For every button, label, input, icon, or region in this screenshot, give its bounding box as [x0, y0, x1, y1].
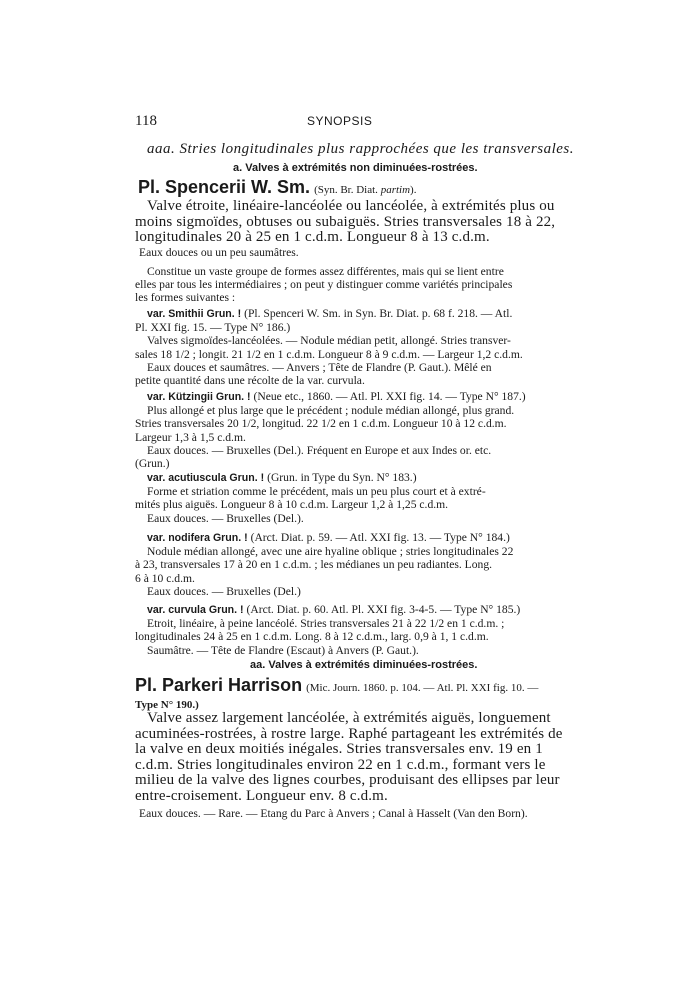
description-line: Valve assez largement lancéolée, à extrémités aiguës, longuement [147, 711, 551, 726]
ref-italic: partim [380, 184, 411, 196]
running-title: SYNOPSIS [307, 114, 373, 128]
variety-nodifera [135, 531, 563, 598]
body-line: (Grun.) [135, 457, 170, 471]
variety-reference-line [135, 603, 563, 617]
variety-reference-line [135, 531, 563, 545]
variety-smithii [135, 307, 563, 387]
note-line: Constitue un vaste groupe de formes assez différentes, mais qui se lient entre [147, 265, 504, 278]
body-line: Stries transversales 20 1/2, longitud. 22 1/2 en 1 c.d.m. Longueur 10 à 12 c.d.m. [135, 417, 507, 431]
ref-suffix: ). [410, 184, 417, 196]
body-line: petite quantité dans une récolte de la var. curvula. [135, 374, 365, 388]
body-line: mités plus aiguës. Longueur 8 à 10 c.d.m. Largeur 1,2 à 1,25 c.d.m. [135, 498, 449, 512]
species-heading-2 [135, 675, 563, 712]
variety-ref: (Neue etc., 1860. — Atl. Pl. XXI fig. 14. — Type N° 187.) [253, 390, 526, 403]
variety-name: var. Smithii Grun. ! [147, 308, 242, 320]
body-line: Forme et striation comme le précédent, mais un peu plus court et à extré- [147, 485, 486, 499]
description-line: entre-croisement. Longueur env. 8 c.d.m. [135, 788, 388, 804]
variety-name: var. acutiuscula Grun. ! [147, 472, 265, 484]
body-line: longitudinales 24 à 25 en 1 c.d.m. Long. 8 à 12 c.d.m., larg. 0,9 à 1, 1 c.d.m. [135, 630, 489, 644]
species-description-2 [135, 711, 563, 805]
species-habitat: Eaux douces. — Rare. — Etang du Parc à Anvers ; Canal à Hasselt (Van den Born). [139, 807, 528, 820]
subsection-heading-a: a. Valves à extrémités non diminuées-rostrées. [233, 162, 478, 174]
variety-reference-line [135, 390, 563, 404]
description-line: longitudinales 20 à 25 en 1 c.d.m. Longueur 8 à 13 c.d.m. [135, 230, 490, 246]
variety-reference-line [135, 471, 563, 485]
species-heading [138, 177, 416, 201]
variety-reference-line: Pl. XXI fig. 15. — Type N° 186.) [135, 321, 291, 335]
body-line: Largeur 1,3 à 1,5 c.d.m. [135, 430, 246, 444]
description-line: moins sigmoïdes, obtuses ou subaiguës. Stries transversales 18 à 22, [135, 214, 556, 230]
body-line: Plus allongé et plus large que le précédent ; nodule médian allongé, plus grand. [147, 404, 515, 418]
species-note [135, 265, 563, 305]
species-name: Pl. Spencerii W. Sm. [138, 177, 311, 197]
variety-ref: (Arct. Diat. p. 59. — Atl. XXI fig. 13. — Type N° 184.) [250, 531, 510, 544]
variety-reference-line [135, 307, 563, 321]
variety-ref: (Pl. Spenceri W. Sm. in Syn. Br. Diat. p. 68 f. 218. — Atl. [244, 307, 513, 320]
variety-kutzingii [135, 390, 563, 470]
body-line: Saumâtre. — Tête de Flandre (Escaut) à Anvers (P. Gaut.). [147, 643, 419, 657]
variety-ref: (Arct. Diat. p. 60. Atl. Pl. XXI fig. 3-4-5. — Type N° 185.) [246, 603, 521, 616]
species-heading-line [135, 675, 563, 699]
species-name: Pl. Parkeri Harrison [135, 675, 303, 695]
variety-curvula [135, 603, 563, 657]
note-line: elles par tous les intermédiaires ; on peut y distinguer comme variétés principales [135, 278, 513, 292]
variety-name: var. Kützingii Grun. ! [147, 391, 251, 403]
body-line: Etroit, linéaire, à peine lancéolé. Stries transversales 21 à 22 1/2 en 1 c.d.m. ; [147, 617, 505, 631]
subsection-heading-aa: aa. Valves à extrémités diminuées-rostrées. [250, 659, 478, 671]
body-line: sales 18 1/2 ; longit. 21 1/2 en 1 c.d.m. Longueur 8 à 9 c.d.m. — Largeur 1,2 c.d.m. [135, 347, 523, 361]
species-habitat-block-2 [135, 807, 563, 820]
description-line: acuminées-rostrées, à rostre large. Raphé partageant les extrémités de [135, 726, 563, 742]
page-number: 118 [135, 113, 157, 129]
body-line: Nodule médian allongé, avec une aire hyaline oblique ; stries longitudinales 22 [147, 545, 514, 559]
section-heading: aaa. Stries longitudinales plus rapprochées que les transversales. [147, 141, 574, 157]
variety-acutiuscula [135, 471, 563, 525]
variety-ref: (Grun. in Type du Syn. N° 183.) [267, 471, 417, 484]
body-line: Eaux douces et saumâtres. — Anvers ; Tête de Flandre (P. Gaut.). Mêlé en [147, 360, 492, 374]
species-habitat-block [135, 246, 563, 259]
body-line: 6 à 10 c.d.m. [135, 571, 195, 585]
species-reference [314, 184, 416, 196]
species-description [135, 199, 563, 246]
description-line: Valve étroite, linéaire-lancéolée ou lancéolée, à extrémités plus ou [147, 199, 555, 214]
note-line: les formes suivantes : [135, 291, 236, 305]
species-reference: (Mic. Journ. 1860. p. 104. — Atl. Pl. XXI fig. 10. — [306, 682, 539, 694]
body-line: à 23, transversales 17 à 20 en 1 c.d.m. ; les médianes un peu radiantes. Long. [135, 558, 493, 572]
species-reference: Type N° 190.) [135, 699, 199, 711]
variety-name: var. nodifera Grun. ! [147, 532, 248, 544]
description-line: c.d.m. Stries longitudinales environ 22 en 1 c.d.m., formant vers le [135, 757, 546, 773]
ref-prefix: (Syn. Br. Diat. [314, 184, 378, 196]
body-line: Eaux douces. — Bruxelles (Del.) [147, 584, 301, 598]
body-line: Eaux douces. — Bruxelles (Del.). [147, 511, 304, 525]
body-line: Valves sigmoïdes-lancéolées. — Nodule médian petit, allongé. Stries transver- [147, 334, 511, 348]
variety-name: var. curvula Grun. ! [147, 604, 244, 616]
description-line: la valve en deux moitiés inégales. Stries transversales env. 19 en 1 [135, 742, 543, 758]
description-line: milieu de la valve des lignes courbes, produisant des ellipses par leur [135, 773, 560, 789]
species-habitat: Eaux douces ou un peu saumâtres. [139, 246, 299, 259]
body-line: Eaux douces. — Bruxelles (Del.). Fréquent en Europe et aux Indes or. etc. [147, 443, 492, 457]
